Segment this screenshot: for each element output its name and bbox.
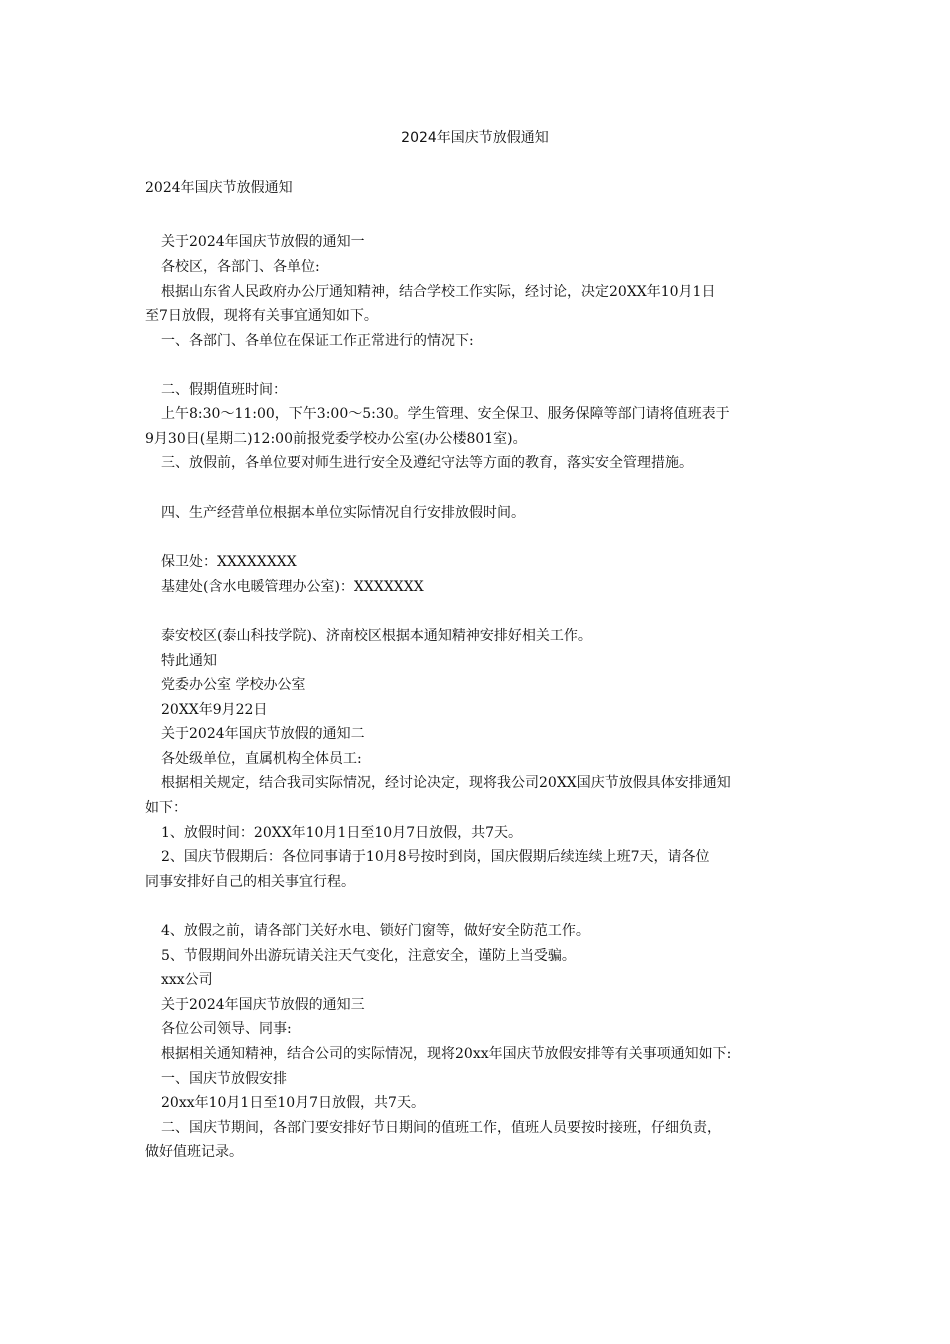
paragraph-line: 根据相关通知精神，结合公司的实际情况，现将20xx年国庆节放假安排等有关事项通知如下: (161, 1046, 732, 1062)
paragraph-line: 一、国庆节放假安排 (161, 1071, 287, 1087)
paragraph-line: 二、假期值班时间： (161, 382, 287, 398)
paragraph-line: 各处级单位，直属机构全体员工: (161, 751, 362, 767)
paragraph-line: 上午8:30～11:00，下午3:00～5:30。学生管理、安全保卫、服务保障等部门请将值班表于 (161, 406, 730, 422)
paragraph-line: 一、各部门、各单位在保证工作正常进行的情况下: (161, 333, 474, 349)
paragraph-line: 2、国庆节假期后：各位同事请于10月8号按时到岗，国庆假期后续连续上班7天，请各位 (161, 849, 710, 865)
document-title: 2024年国庆节放假通知 (401, 130, 549, 146)
paragraph-line: xxx公司 (161, 972, 213, 988)
paragraph-line: 二、国庆节期间，各部门要安排好节日期间的值班工作，值班人员要按时接班，仔细负责， (161, 1120, 721, 1136)
paragraph-line: 1、放假时间：20XX年10月1日至10月7日放假，共7天。 (161, 825, 523, 841)
paragraph-line: 各位公司领导、同事: (161, 1021, 292, 1037)
paragraph-line: 9月30日(星期二)12:00前报党委学校办公室(办公楼801室)。 (145, 431, 527, 447)
paragraph-line: 4、放假之前，请各部门关好水电、锁好门窗等，做好安全防范工作。 (161, 923, 590, 939)
paragraph-line: 如下： (145, 800, 187, 816)
paragraph-line: 根据相关规定，结合我司实际情况，经讨论决定，现将我公司20XX国庆节放假具体安排通知 (161, 775, 731, 791)
paragraph-line: 关于2024年国庆节放假的通知三 (161, 997, 365, 1013)
paragraph-line: 20xx年10月1日至10月7日放假，共7天。 (161, 1095, 425, 1111)
paragraph-line: 5、节假期间外出游玩请关注天气变化，注意安全，谨防上当受骗。 (161, 948, 576, 964)
paragraph-line: 同事安排好自己的相关事宜行程。 (145, 874, 355, 890)
paragraph-line: 做好值班记录。 (145, 1144, 243, 1160)
paragraph-line: 根据山东省人民政府办公厅通知精神，结合学校工作实际，经讨论，决定20XX年10月1日 (161, 284, 716, 300)
paragraph-line: 关于2024年国庆节放假的通知二 (161, 726, 365, 742)
paragraph-line: 保卫处：XXXXXXXX (161, 554, 297, 570)
paragraph-line: 特此通知 (161, 653, 217, 669)
paragraph-line: 泰安校区(泰山科技学院)、济南校区根据本通知精神安排好相关工作。 (161, 628, 592, 644)
paragraph-line: 关于2024年国庆节放假的通知一 (161, 234, 365, 250)
paragraph-line: 各校区，各部门、各单位: (161, 259, 320, 275)
paragraph-line: 三、放假前，各单位要对师生进行安全及遵纪守法等方面的教育，落实安全管理措施。 (161, 455, 693, 471)
paragraph-line: 基建处(含水电暖管理办公室)：XXXXXXX (161, 579, 424, 595)
paragraph-line: 至7日放假，现将有关事宜通知如下。 (145, 308, 378, 324)
paragraph-line: 四、生产经营单位根据本单位实际情况自行安排放假时间。 (161, 505, 525, 521)
paragraph-line: 党委办公室 学校办公室 (161, 677, 306, 693)
paragraph-line: 20XX年9月22日 (161, 702, 268, 718)
document-subtitle: 2024年国庆节放假通知 (145, 180, 293, 196)
